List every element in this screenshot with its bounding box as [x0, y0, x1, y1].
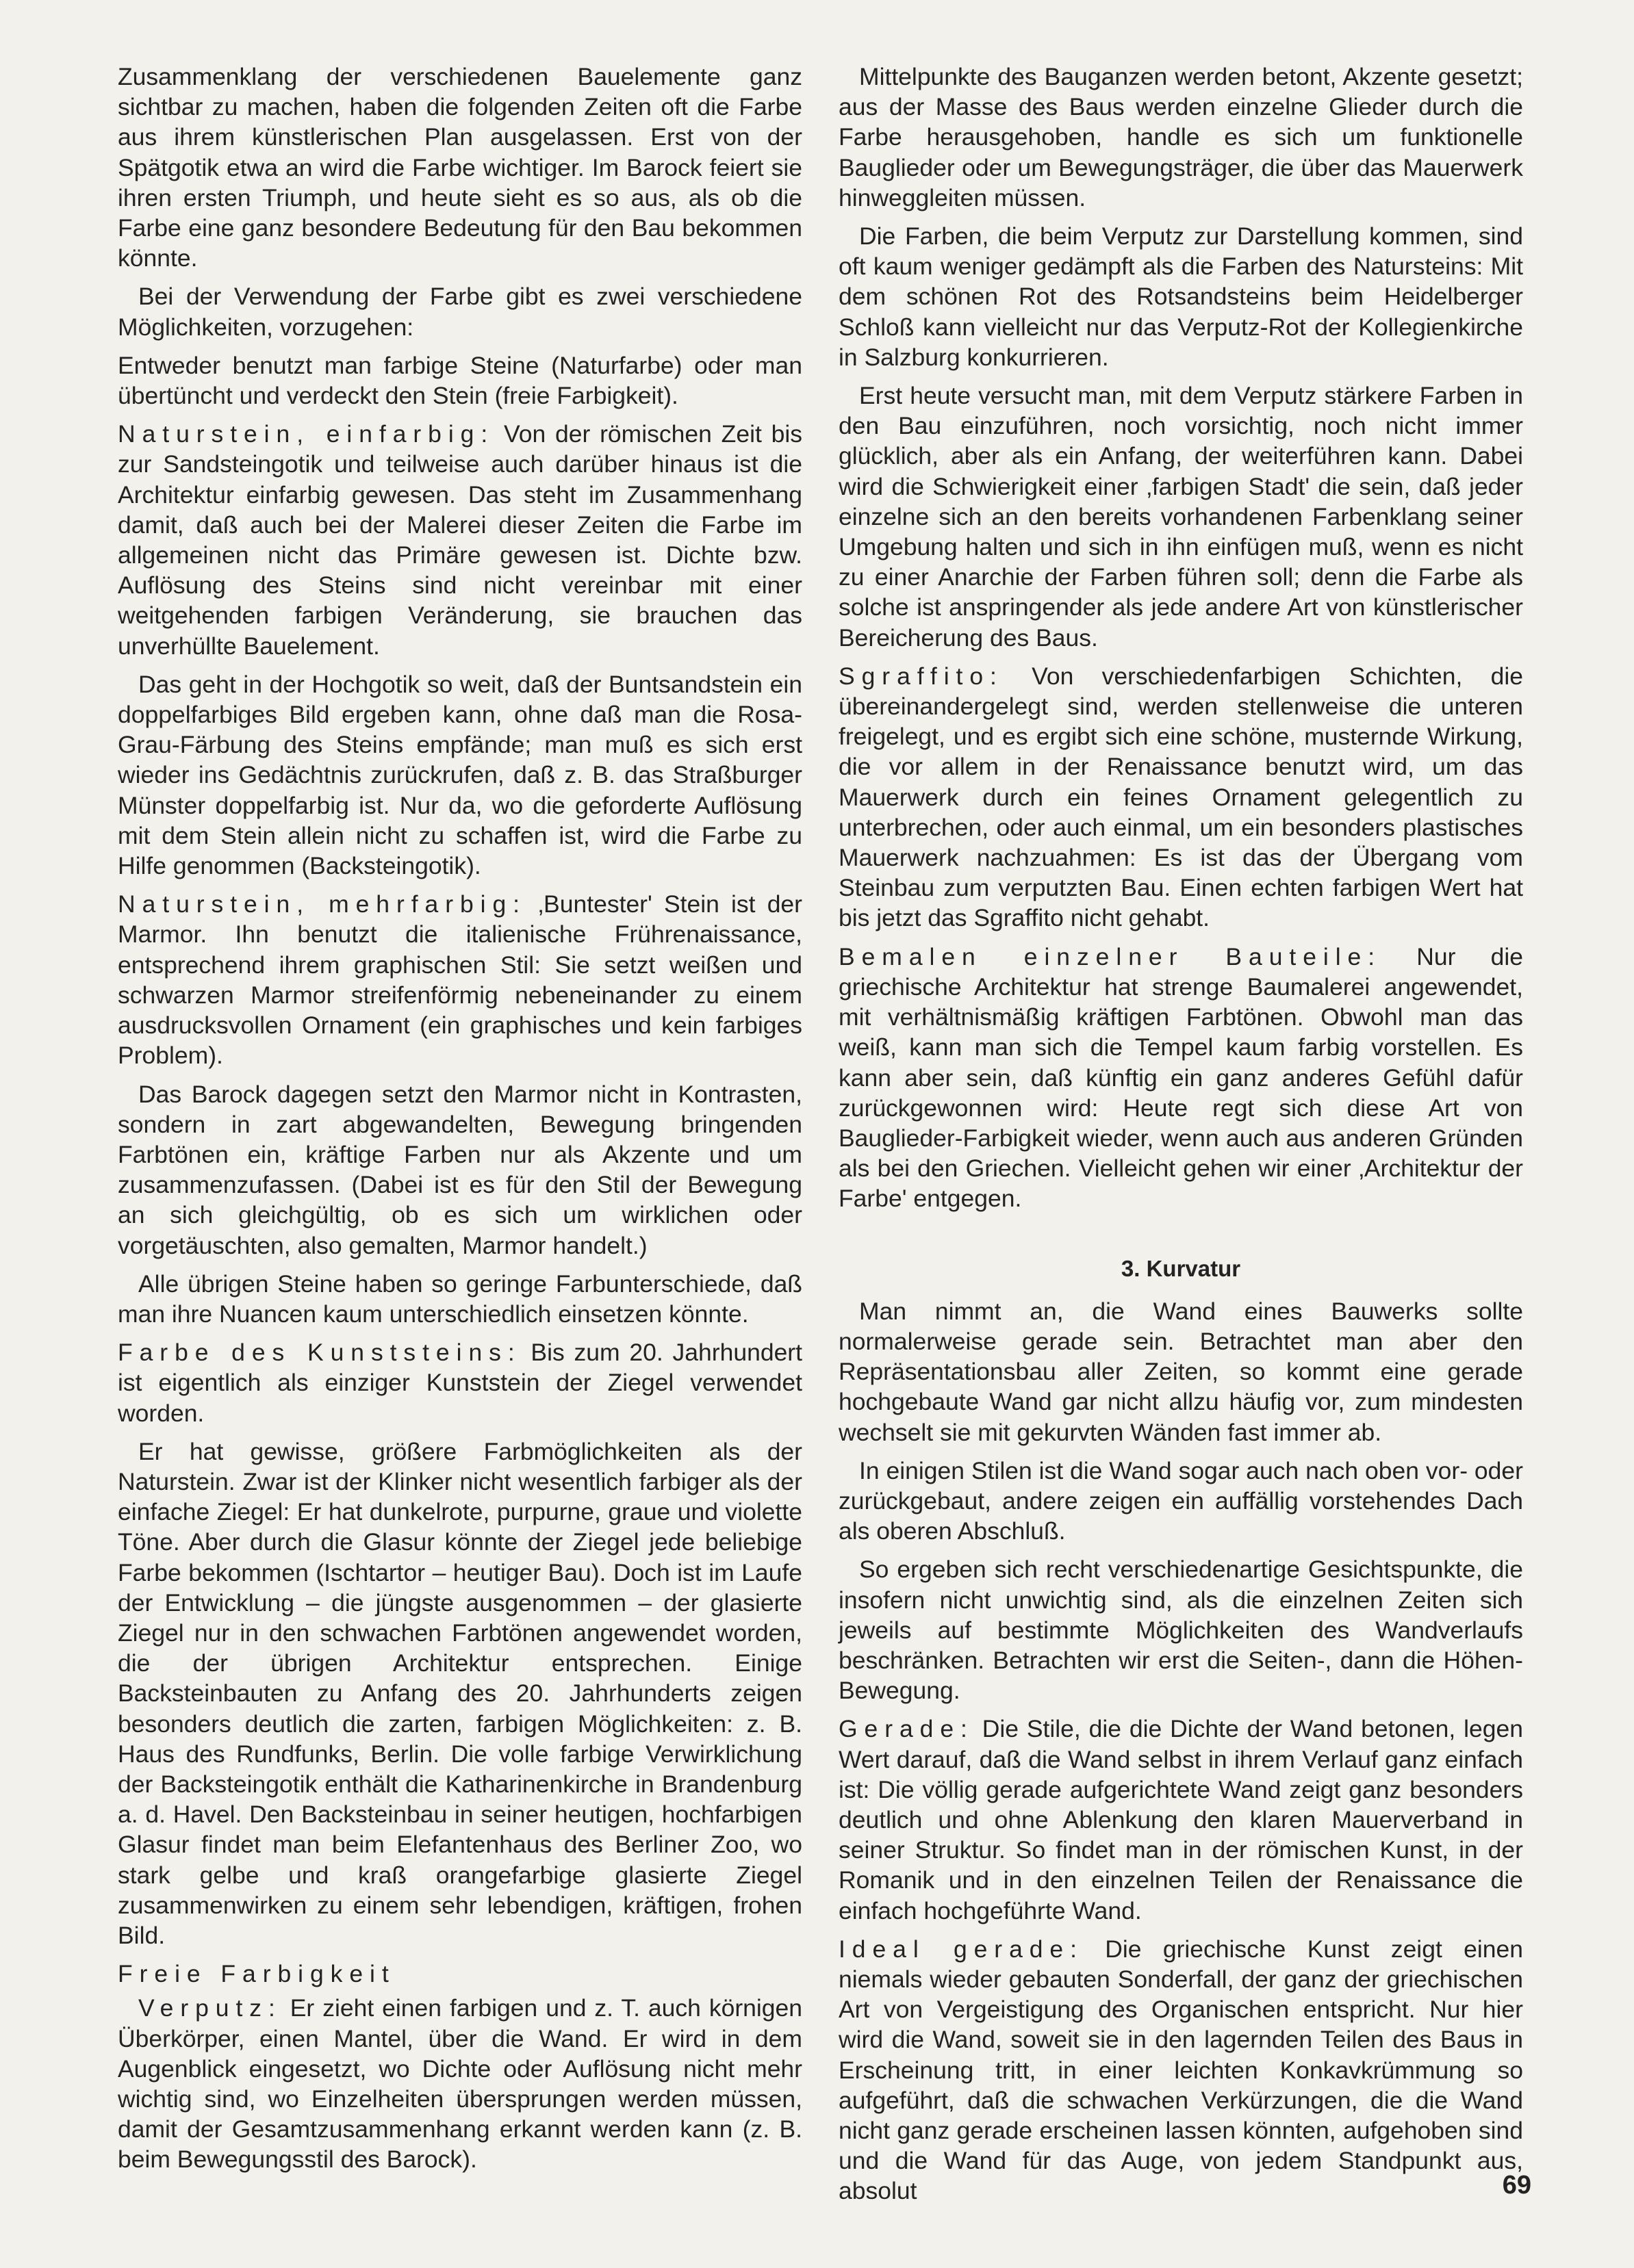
term: Naturstein, mehrfarbig: — [118, 890, 526, 918]
paragraph: In einigen Stilen ist die Wand sogar auch nach oben vor- oder zurückgebaut, andere zeigen ein auffällig vorstehendes Dach als oberen Abschluß. — [839, 1456, 1523, 1545]
term: Gerade: — [839, 1715, 974, 1743]
paragraph — [839, 1714, 1523, 1925]
paragraph-text: Nur die griechische Architektur hat strenge Baumalerei angewendet, mit verhältnismäßig kräftigen Farbtönen. Obwohl man das weiß, kann man sich die Tempel kaum farbig vorstellen. Es kann aber sein, daß künftig ein ganz anderes Gefühl dafür zurückgewonnen wird: Heute regt sich diese Art von Bauglieder-Farbigkeit wieder, wenn auch aus anderen Gründen als bei den Griechen. Vielleicht gehen wir einer ‚Architektur der Farbe' entgegen. — [839, 942, 1523, 1213]
paragraph: Alle übrigen Steine haben so geringe Farbunterschiede, daß man ihre Nuancen kaum unterschiedlich einsetzen könnte. — [118, 1270, 802, 1328]
paragraph: So ergeben sich recht verschiedenartige Gesichtspunkte, die insofern nicht unwichtig sind, als die einzelnen Zeiten sich jeweils auf bestimmte Möglichkeiten des Wandverlaufs beschränken. Betrachten wir erst die Seiten-, dann die Höhen-Bewegung. — [839, 1556, 1523, 1705]
term: Farbe des Kunststeins: — [118, 1339, 522, 1367]
paragraph — [118, 1993, 802, 2174]
paragraph-text: Von verschiedenfarbigen Schichten, die übereinandergelegt sind, werden stellenweise die unteren freigelegt, und es ergibt sich eine schöne, musternde Wirkung, die vor allem in der Renaissance benutzt wird, um das Mauerwerk durch ein feines Ornament gelegentlich zu unterbrechen, oder auch einmal, um ein besonders plastisches Mauerwerk nachzuahmen: Es ist das der Übergang vom Steinbau zum verputzten Bau. Einen echten farbigen Wert hat bis jetzt das Sgraffito nicht gehabt. — [839, 662, 1523, 932]
paragraph: Er hat gewisse, größere Farbmöglichkeiten als der Naturstein. Zwar ist der Klinker nicht wesentlich farbiger als der einfache Ziegel: Er hat dunkelrote, purpurne, graue und violette Töne. Aber durch die Glasur könnte der Ziegel jede beliebige Farbe bekommen (Ischtartor – heutiger Bau). Doch ist im Laufe der Entwicklung – die jüngste ausgenommen – der glasierte Ziegel nur in den schwachen Farbtönen angewendet worden, die der übrigen Architektur entsprechen. Einige Backsteinbauten zu Anfang des 20. Jahrhunderts zeigen besonders deutlich die zarten, farbigen Möglichkeiten: z. B. Haus des Rundfunks, Berlin. Die volle farbige Verwirklichung der Backsteingotik enthält die Katharinenkirche in Brandenburg a. d. Havel. Den Backsteinbau in seiner heutigen, hochfarbigen Glasur findet man beim Elefantenhaus des Berliner Zoo, wo stark gelbe und kraß orangefarbige glasierte Ziegel zusammenwirken zu einem sehr lebendigen, kräftigen, frohen Bild. — [118, 1437, 802, 1949]
right-column — [839, 62, 1523, 2215]
paragraph-text: Bis zum 20. Jahrhundert ist eigentlich als einziger Kunststein der Ziegel verwendet worden. — [118, 1339, 802, 1427]
page-number: 69 — [1502, 2171, 1531, 2200]
left-column — [118, 62, 802, 2183]
paragraph: Bei der Verwendung der Farbe gibt es zwei verschiedene Möglichkeiten, vorzugehen: — [118, 283, 802, 341]
term: Ideal gerade: — [839, 1935, 1084, 1963]
paragraph: Das geht in der Hochgotik so weit, daß der Buntsandstein ein doppelfarbiges Bild ergeben kann, ohne daß man die Rosa-Grau-Färbung des Steins empfände; man muß es sich erst wieder ins Gedächtnis zurückrufen, daß z. B. das Straßburger Münster doppelfarbig ist. Nur da, wo die geforderte Auflösung mit dem Stein allein nicht zu schaffen ist, wird die Farbe zu Hilfe genommen (Backsteingotik). — [118, 670, 802, 880]
paragraph: Zusammenklang der verschiedenen Bauelemente ganz sichtbar zu machen, haben die folgenden Zeiten oft die Farbe aus ihrem künstlerischen Plan ausgelassen. Erst von der Spätgotik etwa an wird die Farbe wichtiger. Im Barock feiert sie ihren ersten Triumph, und heute sieht es so aus, als ob die Farbe eine ganz besondere Bedeutung für den Bau bekommen könnte. — [118, 63, 802, 272]
paragraph: Erst heute versucht man, mit dem Verputz stärkere Farben in den Bau einzuführen, noch vorsichtig, noch nicht immer glücklich, aber als ein Anfang, der weiterführen kann. Dabei wird die Schwierigkeit einer ‚farbigen Stadt' die sein, daß jeder einzelne sich an den bereits vorhandenen Farbenklang seiner Umgebung halten und sich in ihn einfügen muß, wenn es nicht zu einer Anarchie der Farben führen soll; denn die Farbe als solche ist anspringender als jede andere Art von künstlerischer Bereicherung des Baus. — [839, 382, 1523, 652]
paragraph — [118, 1337, 802, 1428]
term: Bemalen einzelner Bauteile: — [839, 942, 1382, 970]
paragraph: Entweder benutzt man farbige Steine (Naturfarbe) oder man übertüncht und verdeckt den Stein (freie Farbigkeit). — [118, 351, 802, 410]
term: Sgraffito: — [839, 662, 1004, 690]
paragraph-text: ‚Buntester' Stein ist der Marmor. Ihn benutzt die italienische Frührenaissance, entsprechend ihrem graphischen Stil: Sie setzt weißen und schwarzen Marmor streifenförmig nebeneinander zu einem ausdrucksvollen Ornament (ein graphisches und kein farbiges Problem). — [118, 890, 802, 1070]
term: Verputz: — [138, 1994, 282, 2022]
paragraph: Die Farben, die beim Verputz zur Darstellung kommen, sind oft kaum weniger gedämpft als die Farben des Natursteins: Mit dem schönen Rot des Rotsandsteins beim Heidelberger Schloß kann vielleicht nur das Verputz-Rot der Kollegienkirche in Salzburg konkurrieren. — [839, 222, 1523, 371]
section-heading: 3. Kurvatur — [1121, 1255, 1241, 1281]
paragraph-text: Von der römischen Zeit bis zur Sandsteingotik und teilweise auch darüber hinaus ist die Architektur einfarbig gewesen. Das steht im Zusammenhang damit, daß auch bei der Malerei dieser Zeiten die Farbe im allgemeinen nicht das Primäre gewesen ist. Dichte bzw. Auflösung des Steins sind nicht vereinbar mit einer weitgehenden farbigen Veränderung, sie brauchen das unverhüllte Bauelement. — [118, 420, 802, 660]
paragraph-text: Er zieht einen farbigen und z. T. auch körnigen Überkörper, einen Mantel, über die Wand. Er wird in dem Augenblick eingesetzt, wo Dichte oder Auflösung nicht mehr wichtig sind, wo Einzelheiten übersprungen werden müssen, damit der Gesamtzusammenhang erkannt werden kann (z. B. beim Bewegungsstil des Barock). — [118, 1994, 802, 2174]
paragraph-text: Die griechische Kunst zeigt einen niemals wieder gebauten Sonderfall, der ganz der griechischen Art von Vergeistigung des Organischen entspricht. Nur hier wird die Wand, soweit sie in den lagernden Teilen des Baus in Erscheinung tritt, in einer leichten Konkavkrümmung so aufgeführt, daß die schwachen Verkürzungen, die die Wand nicht ganz gerade erscheinen lassen könnten, aufgehoben sind und die Wand für das Auge, von jedem Standpunkt aus, absolut — [839, 1935, 1523, 2205]
paragraph — [839, 1934, 1523, 2206]
paragraph — [118, 419, 802, 661]
paragraph-text: Die Stile, die die Dichte der Wand betonen, legen Wert darauf, daß die Wand selbst in ihrem Verlauf ganz einfach ist: Die völlig gerade aufgerichtete Wand zeigt ganz besonders deutlich und ohne Ablenkung den klaren Mauerverband in seiner Struktur. So findet man in der römischen Kunst, in der Romanik und in den einzelnen Teilen der Renaissance die einfach hochgeführte Wand. — [839, 1715, 1523, 1924]
paragraph: Das Barock dagegen setzt den Marmor nicht in Kontrasten, sondern in zart abgewandelten, Bewegung bringenden Farbtönen ein, kräftige Farben nur als Akzente und um zusammenzufassen. (Dabei ist es für den Stil der Bewegung an sich gleichgültig, ob es sich um wirklichen oder vorgetäuschten, also gemalten, Marmor handelt.) — [118, 1080, 802, 1259]
paragraph: Man nimmt an, die Wand eines Bauwerks sollte normalerweise gerade sein. Betrachtet man aber den Repräsentationsbau aller Zeiten, so kommt eine gerade hochgebaute Wand gar nicht allzu häufig vor, zum mindesten wechselt sie mit gekurvten Wänden fast immer ab. — [839, 1297, 1523, 1446]
paragraph: Mittelpunkte des Bauganzen werden betont, Akzente gesetzt; aus der Masse des Baus werden einzelne Glieder durch die Farbe herausgehoben, handle es sich um funktionelle Bauglieder oder um Bewegungsträger, die über das Mauerwerk hinweggleiten müssen. — [839, 63, 1523, 211]
paragraph — [839, 942, 1523, 1214]
subheading: Freie Farbigkeit — [118, 1960, 396, 1988]
paragraph — [118, 889, 802, 1070]
paragraph — [839, 661, 1523, 933]
term: Naturstein, einfarbig: — [118, 420, 495, 448]
